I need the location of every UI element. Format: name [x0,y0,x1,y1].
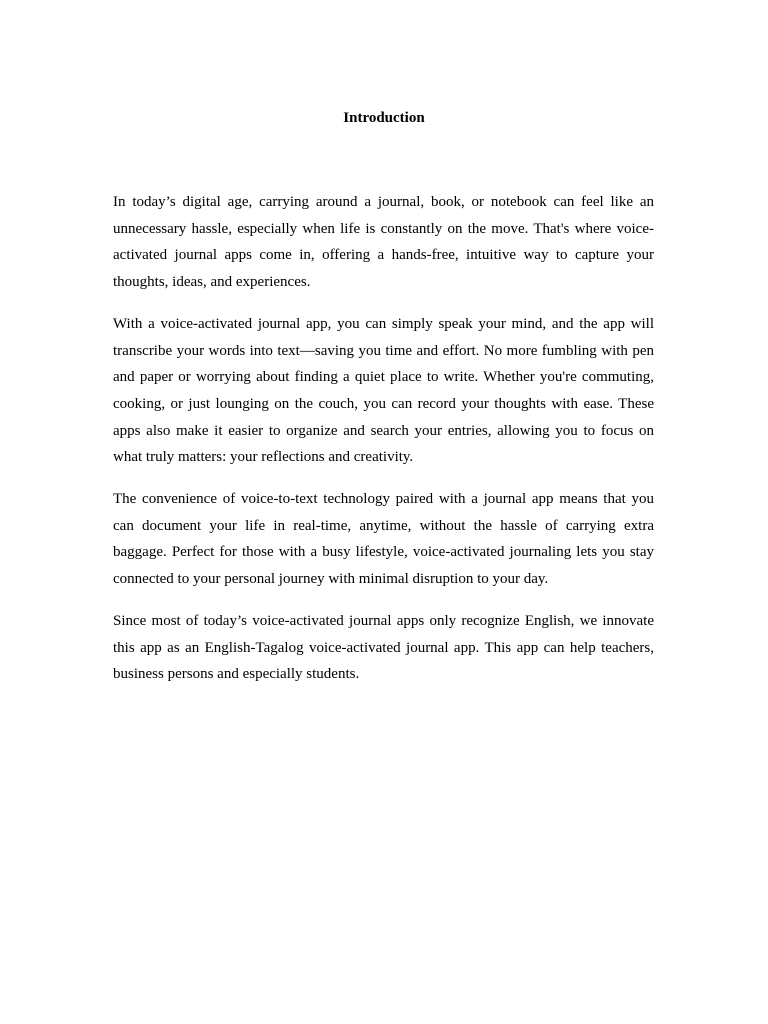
document-body [113,189,654,703]
paragraph-2: With a voice-activated journal app, you can simply speak your mind, and the app will transcribe your words into text—saving you time and effort. No more fumbling with pen and paper or worrying about finding a quiet place to write. Whether you're commuting, cooking, or just lounging on the couch, you can record your thoughts with ease. These apps also make it easier to organize and search your entries, allowing you to focus on what truly matters: your reflections and creativity. [113,315,654,466]
paragraph-3: The convenience of voice-to-text technology paired with a journal app means that you can document your life in real-time, anytime, without the hassle of carrying extra baggage. Perfect for those with a busy lifestyle, voice-activated journaling lets you stay connected to your personal journey with minimal disruption to your day. [113,491,654,588]
document-title: Introduction [343,110,425,126]
paragraph-1: In today’s digital age, carrying around a journal, book, or notebook can feel like an unnecessary hassle, especially when life is constantly on the move. That's where voice-activated journal apps come in, offering a hands-free, intuitive way to capture your thoughts, ideas, and experiences. [113,194,654,291]
paragraph-4: Since most of today’s voice-activated journal apps only recognize English, we innovate this app as an English-Tagalog voice-activated journal app. This app can help teachers, business persons and especially students. [113,612,654,683]
